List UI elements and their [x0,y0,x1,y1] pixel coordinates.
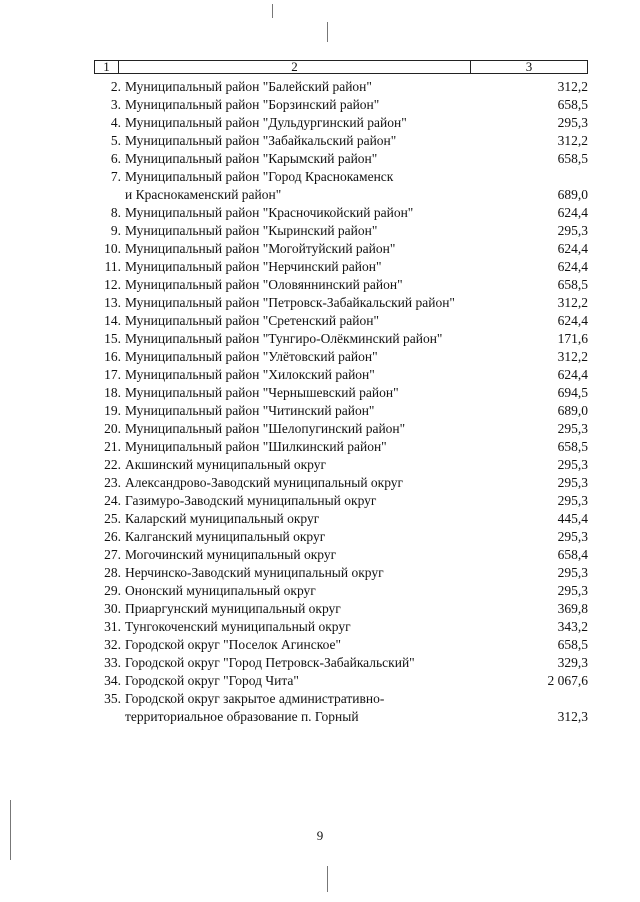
row-number: 31. [104,619,121,634]
row-value: 312,3 [557,709,588,724]
row-number: 8. [110,205,121,220]
row-name [125,510,505,528]
row-number: 20. [104,421,121,436]
table-body [94,78,588,726]
row-name [125,204,505,222]
row-name [125,582,505,600]
page-number: 9 [316,828,324,843]
row-name-line: Муниципальный район "Чернышевский район" [125,385,399,400]
row-number: 29. [104,583,121,598]
row-name [125,258,505,276]
row-name-line: Муниципальный район "Балейский район" [125,79,372,94]
row-name-line: Могочинский муниципальный округ [125,547,337,562]
row-number: 17. [104,367,121,382]
row-number: 6. [110,151,121,166]
row-value: 295,3 [557,475,588,490]
row-name [125,618,505,636]
table-row [94,600,588,618]
row-name [125,474,505,492]
row-name-line: Муниципальный район "Шилкинский район" [125,439,387,454]
row-name [125,528,505,546]
row-name-line: Муниципальный район "Красночикойский район" [125,205,414,220]
row-number: 2. [110,79,121,94]
row-value: 658,5 [557,151,588,166]
table-row [94,510,588,528]
row-number: 10. [104,241,121,256]
row-value: 312,2 [557,349,588,364]
scan-mark-top-right [272,4,273,18]
row-name [125,240,505,258]
row-name-line: Муниципальный район "Могойтуйский район" [125,241,396,256]
row-name [125,492,505,510]
row-name [125,78,505,96]
row-value: 445,4 [557,511,588,526]
header-col-3: 3 [525,59,533,74]
row-name-line: Городской округ "Поселок Агинское" [125,637,342,652]
row-name-line: Муниципальный район "Шелопугинский район" [125,421,406,436]
header-col-1: 1 [95,61,119,73]
row-value: 658,5 [557,439,588,454]
row-name [125,672,505,690]
table-row [94,690,588,726]
table-row [94,492,588,510]
row-name [125,294,505,312]
row-name [125,348,505,366]
row-name-line: Муниципальный район "Нерчинский район" [125,259,382,274]
row-number: 26. [104,529,121,544]
row-number: 5. [110,133,121,148]
row-name-line: территориальное образование п. Горный [125,709,359,724]
row-number: 25. [104,511,121,526]
row-number: 33. [104,655,121,670]
row-name-line: Муниципальный район "Кыринский район" [125,223,378,238]
row-name-line: Муниципальный район "Карымский район" [125,151,378,166]
row-value: 312,2 [557,79,588,94]
row-value: 295,3 [557,115,588,130]
row-value: 658,5 [557,97,588,112]
row-number: 21. [104,439,121,454]
row-number: 15. [104,331,121,346]
row-name-line: Муниципальный район "Оловяннинский район" [125,277,403,292]
row-name-line: Нерчинско-Заводский муниципальный округ [125,565,384,580]
row-name-line: Каларский муниципальный округ [125,511,320,526]
row-number: 24. [104,493,121,508]
row-value: 689,0 [557,403,588,418]
table-row [94,204,588,222]
row-value: 624,4 [557,367,588,382]
row-name [125,168,505,204]
row-value: 624,4 [557,205,588,220]
row-number: 23. [104,475,121,490]
row-number: 7. [110,169,121,184]
row-value: 312,2 [557,295,588,310]
row-name [125,564,505,582]
header-col-2: 2 [119,61,471,73]
table-row [94,150,588,168]
table-row [94,78,588,96]
table-row [94,294,588,312]
row-number: 35. [104,691,121,706]
row-name [125,690,505,726]
row-name-line: Муниципальный район "Борзинский район" [125,97,380,112]
row-name-line: Александрово-Заводский муниципальный округ [125,475,404,490]
row-value: 312,2 [557,133,588,148]
row-value: 295,3 [557,457,588,472]
row-name [125,114,505,132]
row-name [125,222,505,240]
table-row [94,330,588,348]
row-name [125,96,505,114]
table-row [94,420,588,438]
row-name [125,402,505,420]
row-name-line: Городской округ "Город Петровск-Забайкальский" [125,655,415,670]
row-name [125,420,505,438]
table-row [94,312,588,330]
table-row [94,564,588,582]
table-row [94,240,588,258]
row-number: 9. [110,223,121,238]
row-name-line: Акшинский муниципальный округ [125,457,327,472]
row-name-line: Ононский муниципальный округ [125,583,316,598]
row-name [125,600,505,618]
table-row [94,114,588,132]
row-value: 694,5 [557,385,588,400]
table-row [94,366,588,384]
row-value: 624,4 [557,241,588,256]
table-row [94,546,588,564]
table-row [94,474,588,492]
row-value: 295,3 [557,493,588,508]
row-number: 14. [104,313,121,328]
row-name-line: и Краснокаменский район" [125,187,282,202]
row-name-line: Газимуро-Заводский муниципальный округ [125,493,377,508]
row-value: 658,4 [557,547,588,562]
scan-mark-top [327,22,328,42]
row-value: 658,5 [557,277,588,292]
row-name-line: Муниципальный район "Улётовский район" [125,349,378,364]
row-value: 295,3 [557,583,588,598]
row-name [125,330,505,348]
row-value: 369,8 [557,601,588,616]
row-name-line: Муниципальный район "Забайкальский район" [125,133,397,148]
table-row [94,258,588,276]
row-value: 624,4 [557,313,588,328]
table-row [94,672,588,690]
row-value: 343,2 [557,619,588,634]
scan-mark-bottom [327,866,328,892]
row-name [125,312,505,330]
row-number: 13. [104,295,121,310]
table-row [94,384,588,402]
row-name [125,546,505,564]
table-header [94,60,588,74]
row-name-line: Тунгокоченский муниципальный округ [125,619,351,634]
row-name-line: Городской округ закрытое административно- [125,691,385,706]
table-row [94,276,588,294]
row-name-line: Муниципальный район "Сретенский район" [125,313,379,328]
row-number: 32. [104,637,121,652]
row-value: 295,3 [557,565,588,580]
row-number: 19. [104,403,121,418]
row-value: 624,4 [557,259,588,274]
table-row [94,132,588,150]
table-row [94,402,588,420]
row-value: 689,0 [557,187,588,202]
table-row [94,618,588,636]
table-row [94,96,588,114]
row-number: 22. [104,457,121,472]
table-row [94,456,588,474]
table-row [94,222,588,240]
table-row [94,654,588,672]
row-name-line: Калганский муниципальный округ [125,529,326,544]
row-number: 12. [104,277,121,292]
row-name-line: Муниципальный район "Город Краснокаменск [125,169,394,184]
table-row [94,348,588,366]
row-number: 30. [104,601,121,616]
row-name-line: Муниципальный район "Петровск-Забайкальский район" [125,295,455,310]
row-name-line: Городской округ "Город Чита" [125,673,299,688]
row-number: 34. [104,673,121,688]
row-value: 295,3 [557,223,588,238]
table-row [94,168,588,204]
row-name [125,636,505,654]
row-name [125,438,505,456]
row-number: 11. [104,259,121,274]
row-value: 2 067,6 [547,673,588,688]
row-number: 4. [110,115,121,130]
row-name [125,150,505,168]
table-row [94,582,588,600]
row-name-line: Муниципальный район "Хилокский район" [125,367,375,382]
row-name [125,366,505,384]
row-name [125,654,505,672]
row-value: 171,6 [557,331,588,346]
row-name-line: Муниципальный район "Читинский район" [125,403,375,418]
row-number: 18. [104,385,121,400]
table-row [94,636,588,654]
table-row [94,438,588,456]
row-name [125,456,505,474]
row-value: 295,3 [557,421,588,436]
row-number: 28. [104,565,121,580]
row-value: 658,5 [557,637,588,652]
row-number: 16. [104,349,121,364]
row-name [125,384,505,402]
row-value: 329,3 [557,655,588,670]
row-number: 3. [110,97,121,112]
row-name-line: Муниципальный район "Дульдургинский район" [125,115,407,130]
row-name [125,276,505,294]
row-name [125,132,505,150]
row-value: 295,3 [557,529,588,544]
row-name-line: Приаргунский муниципальный округ [125,601,341,616]
table-row [94,528,588,546]
row-number: 27. [104,547,121,562]
row-name-line: Муниципальный район "Тунгиро-Олёкминский район" [125,331,443,346]
